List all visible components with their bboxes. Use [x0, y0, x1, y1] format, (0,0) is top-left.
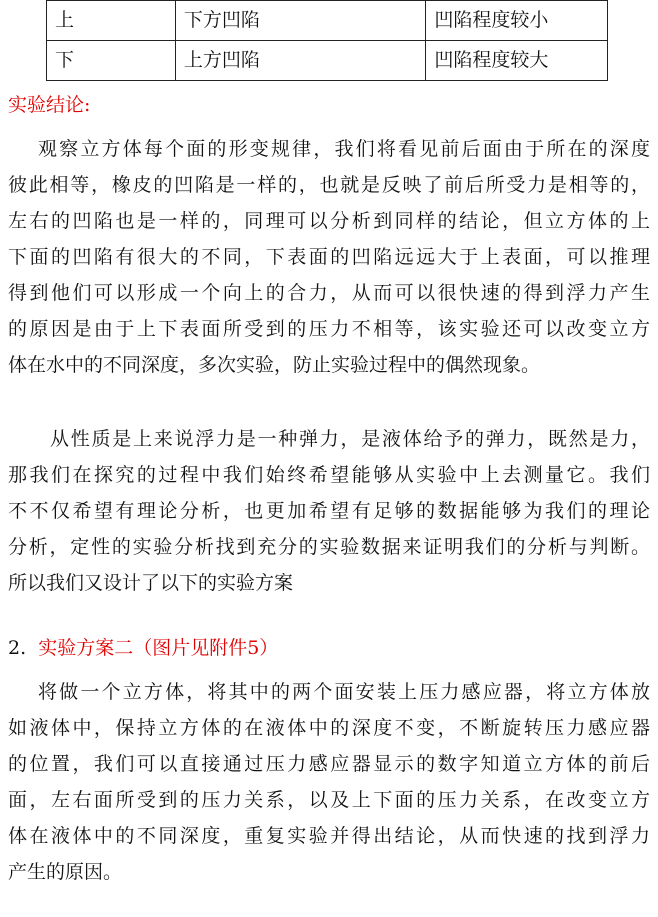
paragraph-line: 彼此相等，橡皮的凹陷是一样的，也就是反映了前后所受力是相等的，	[8, 174, 650, 196]
deformation-table	[46, 0, 608, 81]
paragraph-line: 观察立方体每个面的形变规律，我们将看见前后面由于所在的深度	[38, 138, 650, 160]
table-cell-condition: 下方凹陷	[175, 1, 426, 41]
paragraph-line: 面，左右面所受到的压力关系，以及上下面的压力关系，在改变立方	[8, 789, 650, 811]
plan2-title: 实验方案二（图片见附件5）	[38, 637, 279, 659]
table-cell-face: 下	[47, 41, 176, 81]
plan2-number: 2.	[8, 637, 27, 659]
paragraph-line: 下面的凹陷有很大的不同，下表面的凹陷远远大于上表面，可以推理	[8, 246, 650, 268]
table-row	[47, 1, 608, 41]
conclusion-paragraph-1	[8, 131, 650, 383]
plan2-paragraph	[8, 674, 650, 890]
paragraph-line: 分析，定性的实验分析找到充分的实验数据来证明我们的分析与判断。	[8, 536, 650, 558]
paragraph-line: 将做一个立方体，将其中的两个面安装上压力感应器，将立方体放	[38, 681, 650, 703]
table-cell-face: 上	[47, 1, 176, 41]
paragraph-line: 那我们在探究的过程中我们始终希望能够从实验中上去测量它。我们	[8, 464, 650, 486]
conclusion-paragraph-2	[8, 421, 650, 601]
paragraph-line: 从性质是上来说浮力是一种弹力，是液体给予的弹力，既然是力，	[50, 428, 650, 450]
paragraph-line: 不不仅希望有理论分析，也更加希望有足够的数据能够为我们的理论	[8, 500, 650, 522]
table-cell-degree: 凹陷程度较小	[426, 1, 608, 41]
conclusion-heading: 实验结论:	[8, 94, 91, 116]
paragraph-line: 体在液体中的不同深度，重复实验并得出结论，从而快速的找到浮力	[8, 825, 650, 847]
table-cell-condition: 上方凹陷	[175, 41, 426, 81]
table-row	[47, 41, 608, 81]
paragraph-line: 得到他们可以形成一个向上的合力，从而可以很快速的得到浮力产生	[8, 282, 650, 304]
paragraph-line: 体在水中的不同深度，多次实验，防止实验过程中的偶然现象。	[8, 354, 541, 376]
paragraph-line: 如液体中，保持立方体的在液体中的深度不变，不断旋转压力感应器	[8, 717, 650, 739]
plan2-heading	[8, 635, 278, 661]
paragraph-line: 左右的凹陷也是一样的，同理可以分析到同样的结论，但立方体的上	[8, 210, 650, 232]
paragraph-line: 的原因是由于上下表面所受到的压力不相等，该实验还可以改变立方	[8, 318, 650, 340]
paragraph-line: 产生的原因。	[8, 861, 123, 883]
paragraph-line: 所以我们又设计了以下的实验方案	[8, 572, 294, 594]
paragraph-line: 的位置，我们可以直接通过压力感应器显示的数字知道立方体的前后	[8, 753, 650, 775]
table-cell-degree: 凹陷程度较大	[426, 41, 608, 81]
